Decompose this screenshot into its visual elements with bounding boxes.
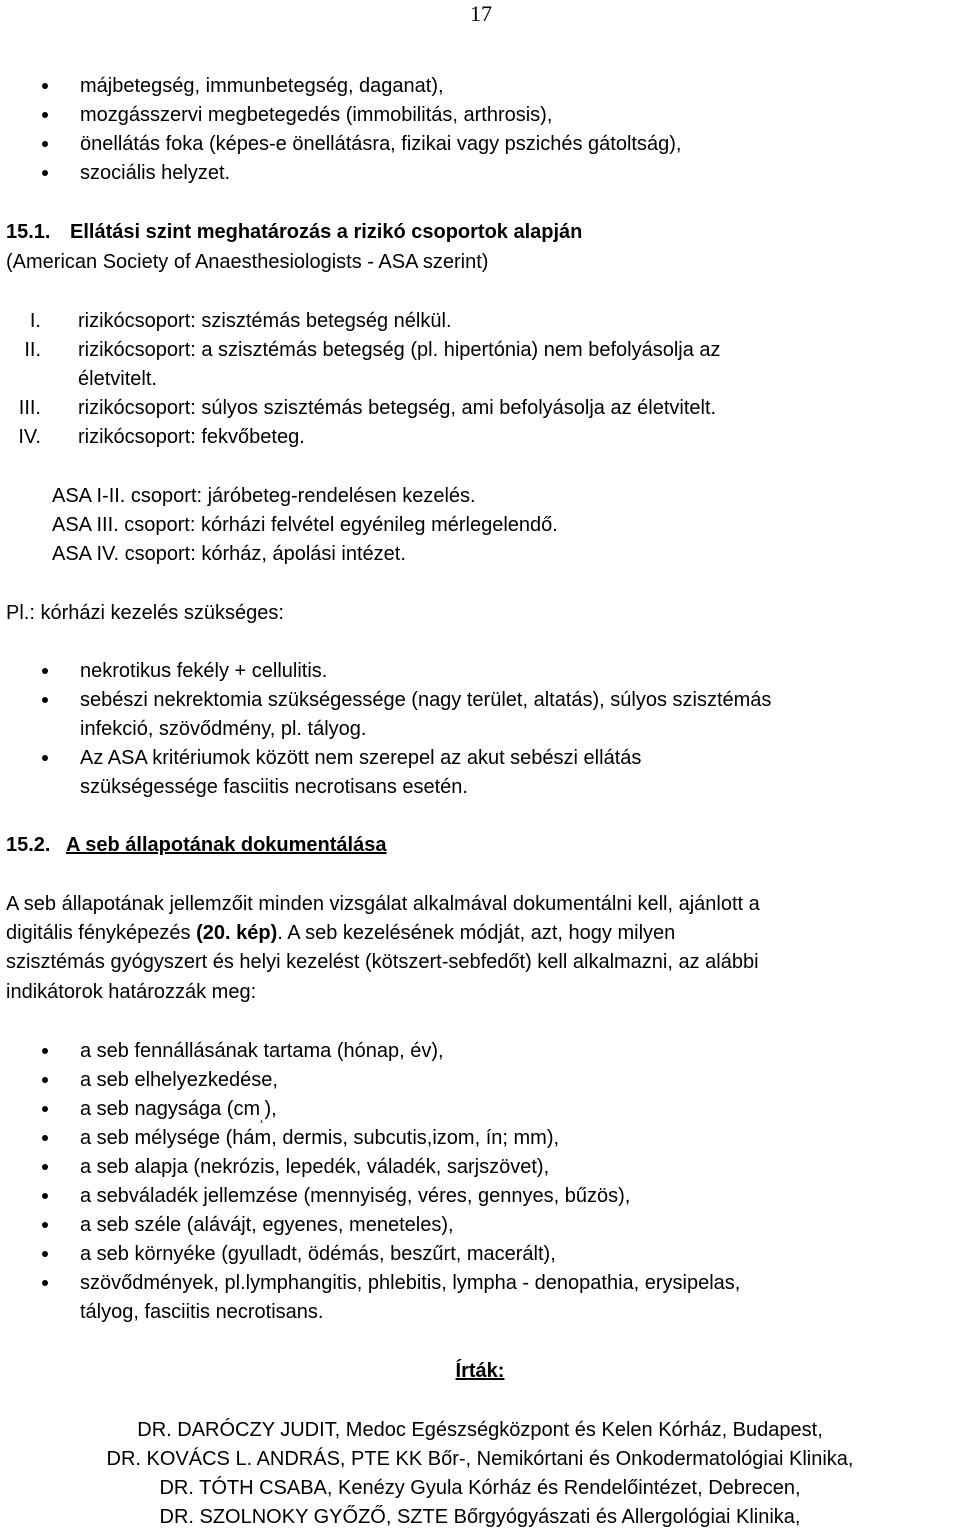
- section-15-2-number: 15.2.: [6, 834, 51, 856]
- list-item: a seb széle (alávájt, egyenes, meneteles),: [80, 1214, 454, 1236]
- bullet-icon: [42, 1135, 48, 1141]
- bullet-icon: [42, 1222, 48, 1228]
- subscript-mark: ˛: [260, 1108, 265, 1123]
- list-item-continued: tályog, fasciitis necrotisans.: [80, 1301, 324, 1323]
- risk-group-number: III.: [18, 397, 41, 419]
- list-item: mozgásszervi megbetegedés (immobilitás, arthrosis),: [80, 104, 553, 126]
- risk-group-number: IV.: [18, 426, 41, 448]
- list-item: a sebváladék jellemzése (mennyiség, véres, gennyes, bűzös),: [80, 1185, 631, 1207]
- list-item: májbetegség, immunbetegség, daganat),: [80, 75, 444, 97]
- author-line: DR. SZOLNOKY GYŐZŐ, SZTE Bőrgyógyászati és Allergológiai Klinika,: [159, 1506, 801, 1528]
- risk-group-number: I.: [29, 310, 41, 332]
- bullet-icon: [42, 1048, 48, 1054]
- list-item: sebészi nekrektomia szükségessége (nagy terület, altatás), súlyos szisztémás: [80, 689, 772, 711]
- section-15-1-subtitle: (American Society of Anaesthesiologists - ASA szerint): [6, 251, 489, 273]
- paragraph-line: indikátorok határozzák meg:: [6, 981, 257, 1003]
- list-item-continued: szükségessége fasciitis necrotisans esetén.: [80, 776, 468, 798]
- bullet-icon: [42, 83, 48, 89]
- list-item: Az ASA kritériumok között nem szerepel az akut sebészi ellátás: [80, 747, 642, 769]
- bullet-icon: [42, 755, 48, 761]
- asa-line: ASA III. csoport: kórházi felvétel egyénileg mérlegelendő.: [52, 514, 558, 536]
- asa-line: ASA I-II. csoport: járóbeteg-rendelésen kezelés.: [52, 485, 476, 507]
- bullet-icon: [42, 170, 48, 176]
- risk-group-text: rizikócsoport: szisztémás betegség nélkül.: [78, 310, 452, 332]
- author-line: DR. TÓTH CSABA, Kenézy Gyula Kórház és Rendelőintézet, Debrecen,: [159, 1477, 801, 1499]
- list-item-text: a seb nagysága (cm: [80, 1098, 261, 1120]
- bullet-icon: [42, 1164, 48, 1170]
- bullet-icon: [42, 1106, 48, 1112]
- list-item: a seb alapja (nekrózis, lepedék, váladék, sarjszövet),: [80, 1156, 550, 1178]
- risk-group-text: rizikócsoport: súlyos szisztémás betegség, ami befolyásolja az életvitelt.: [78, 397, 717, 419]
- bullet-icon: [42, 1193, 48, 1199]
- section-15-2-title: A seb állapotának dokumentálása: [66, 834, 387, 856]
- paragraph-text: digitális fényképezés: [6, 922, 197, 944]
- risk-group-text: rizikócsoport: a szisztémás betegség (pl. hipertónia) nem befolyásolja az: [78, 339, 721, 361]
- section-15-1-title: Ellátási szint meghatározás a rizikó csoportok alapján: [70, 221, 583, 243]
- risk-group-number: II.: [24, 339, 41, 361]
- list-item: nekrotikus fekély + cellulitis.: [80, 660, 328, 682]
- risk-group-text-continued: életvitelt.: [78, 368, 157, 390]
- list-item: önellátás foka (képes-e önellátásra, fizikai vagy pszichés gátoltság),: [80, 133, 682, 155]
- list-item: a seb fennállásának tartama (hónap, év),: [80, 1040, 444, 1062]
- bullet-icon: [42, 112, 48, 118]
- bullet-icon: [42, 141, 48, 147]
- figure-reference: (20. kép): [196, 922, 278, 944]
- paragraph-line: szisztémás gyógyszert és helyi kezelést (kötszert-sebfedőt) kell alkalmazni, az alábbi: [6, 951, 759, 973]
- bullet-icon: [42, 1251, 48, 1257]
- paragraph-line: [6, 923, 675, 943]
- list-item-continued: infekció, szövődmény, pl. tályog.: [80, 718, 367, 740]
- asa-line: ASA IV. csoport: kórház, ápolási intézet.: [52, 543, 406, 565]
- hospital-treatment-heading: Pl.: kórházi kezelés szükséges:: [6, 602, 284, 624]
- author-line: DR. KOVÁCS L. ANDRÁS, PTE KK Bőr-, Nemikórtani és Onkodermatológiai Klinika,: [106, 1448, 854, 1470]
- list-item-text: ),: [264, 1098, 277, 1120]
- list-item: szövődmények, pl.lymphangitis, phlebitis, lympha - denopathia, erysipelas,: [80, 1272, 741, 1294]
- list-item: szociális helyzet.: [80, 162, 231, 184]
- page-number: 17: [470, 1, 492, 26]
- bullet-icon: [42, 697, 48, 703]
- authors-heading: Írták:: [455, 1360, 505, 1382]
- list-item: a seb környéke (gyulladt, ödémás, beszűrt, macerált),: [80, 1243, 556, 1265]
- bullet-icon: [42, 1280, 48, 1286]
- bullet-icon: [42, 668, 48, 674]
- paragraph-line: A seb állapotának jellemzőit minden vizsgálat alkalmával dokumentálni kell, ajánlott a: [6, 893, 760, 915]
- paragraph-text: . A seb kezelésének módját, azt, hogy milyen: [277, 922, 676, 944]
- list-item: a seb elhelyezkedése,: [80, 1069, 278, 1091]
- section-15-1-number: 15.1.: [6, 221, 51, 243]
- bullet-icon: [42, 1077, 48, 1083]
- risk-group-text: rizikócsoport: fekvőbeteg.: [78, 426, 305, 448]
- author-line: DR. DARÓCZY JUDIT, Medoc Egészségközpont és Kelen Kórház, Budapest,: [137, 1419, 823, 1441]
- list-item: a seb mélysége (hám, dermis, subcutis,izom, ín; mm),: [80, 1127, 560, 1149]
- list-item: [80, 1099, 277, 1122]
